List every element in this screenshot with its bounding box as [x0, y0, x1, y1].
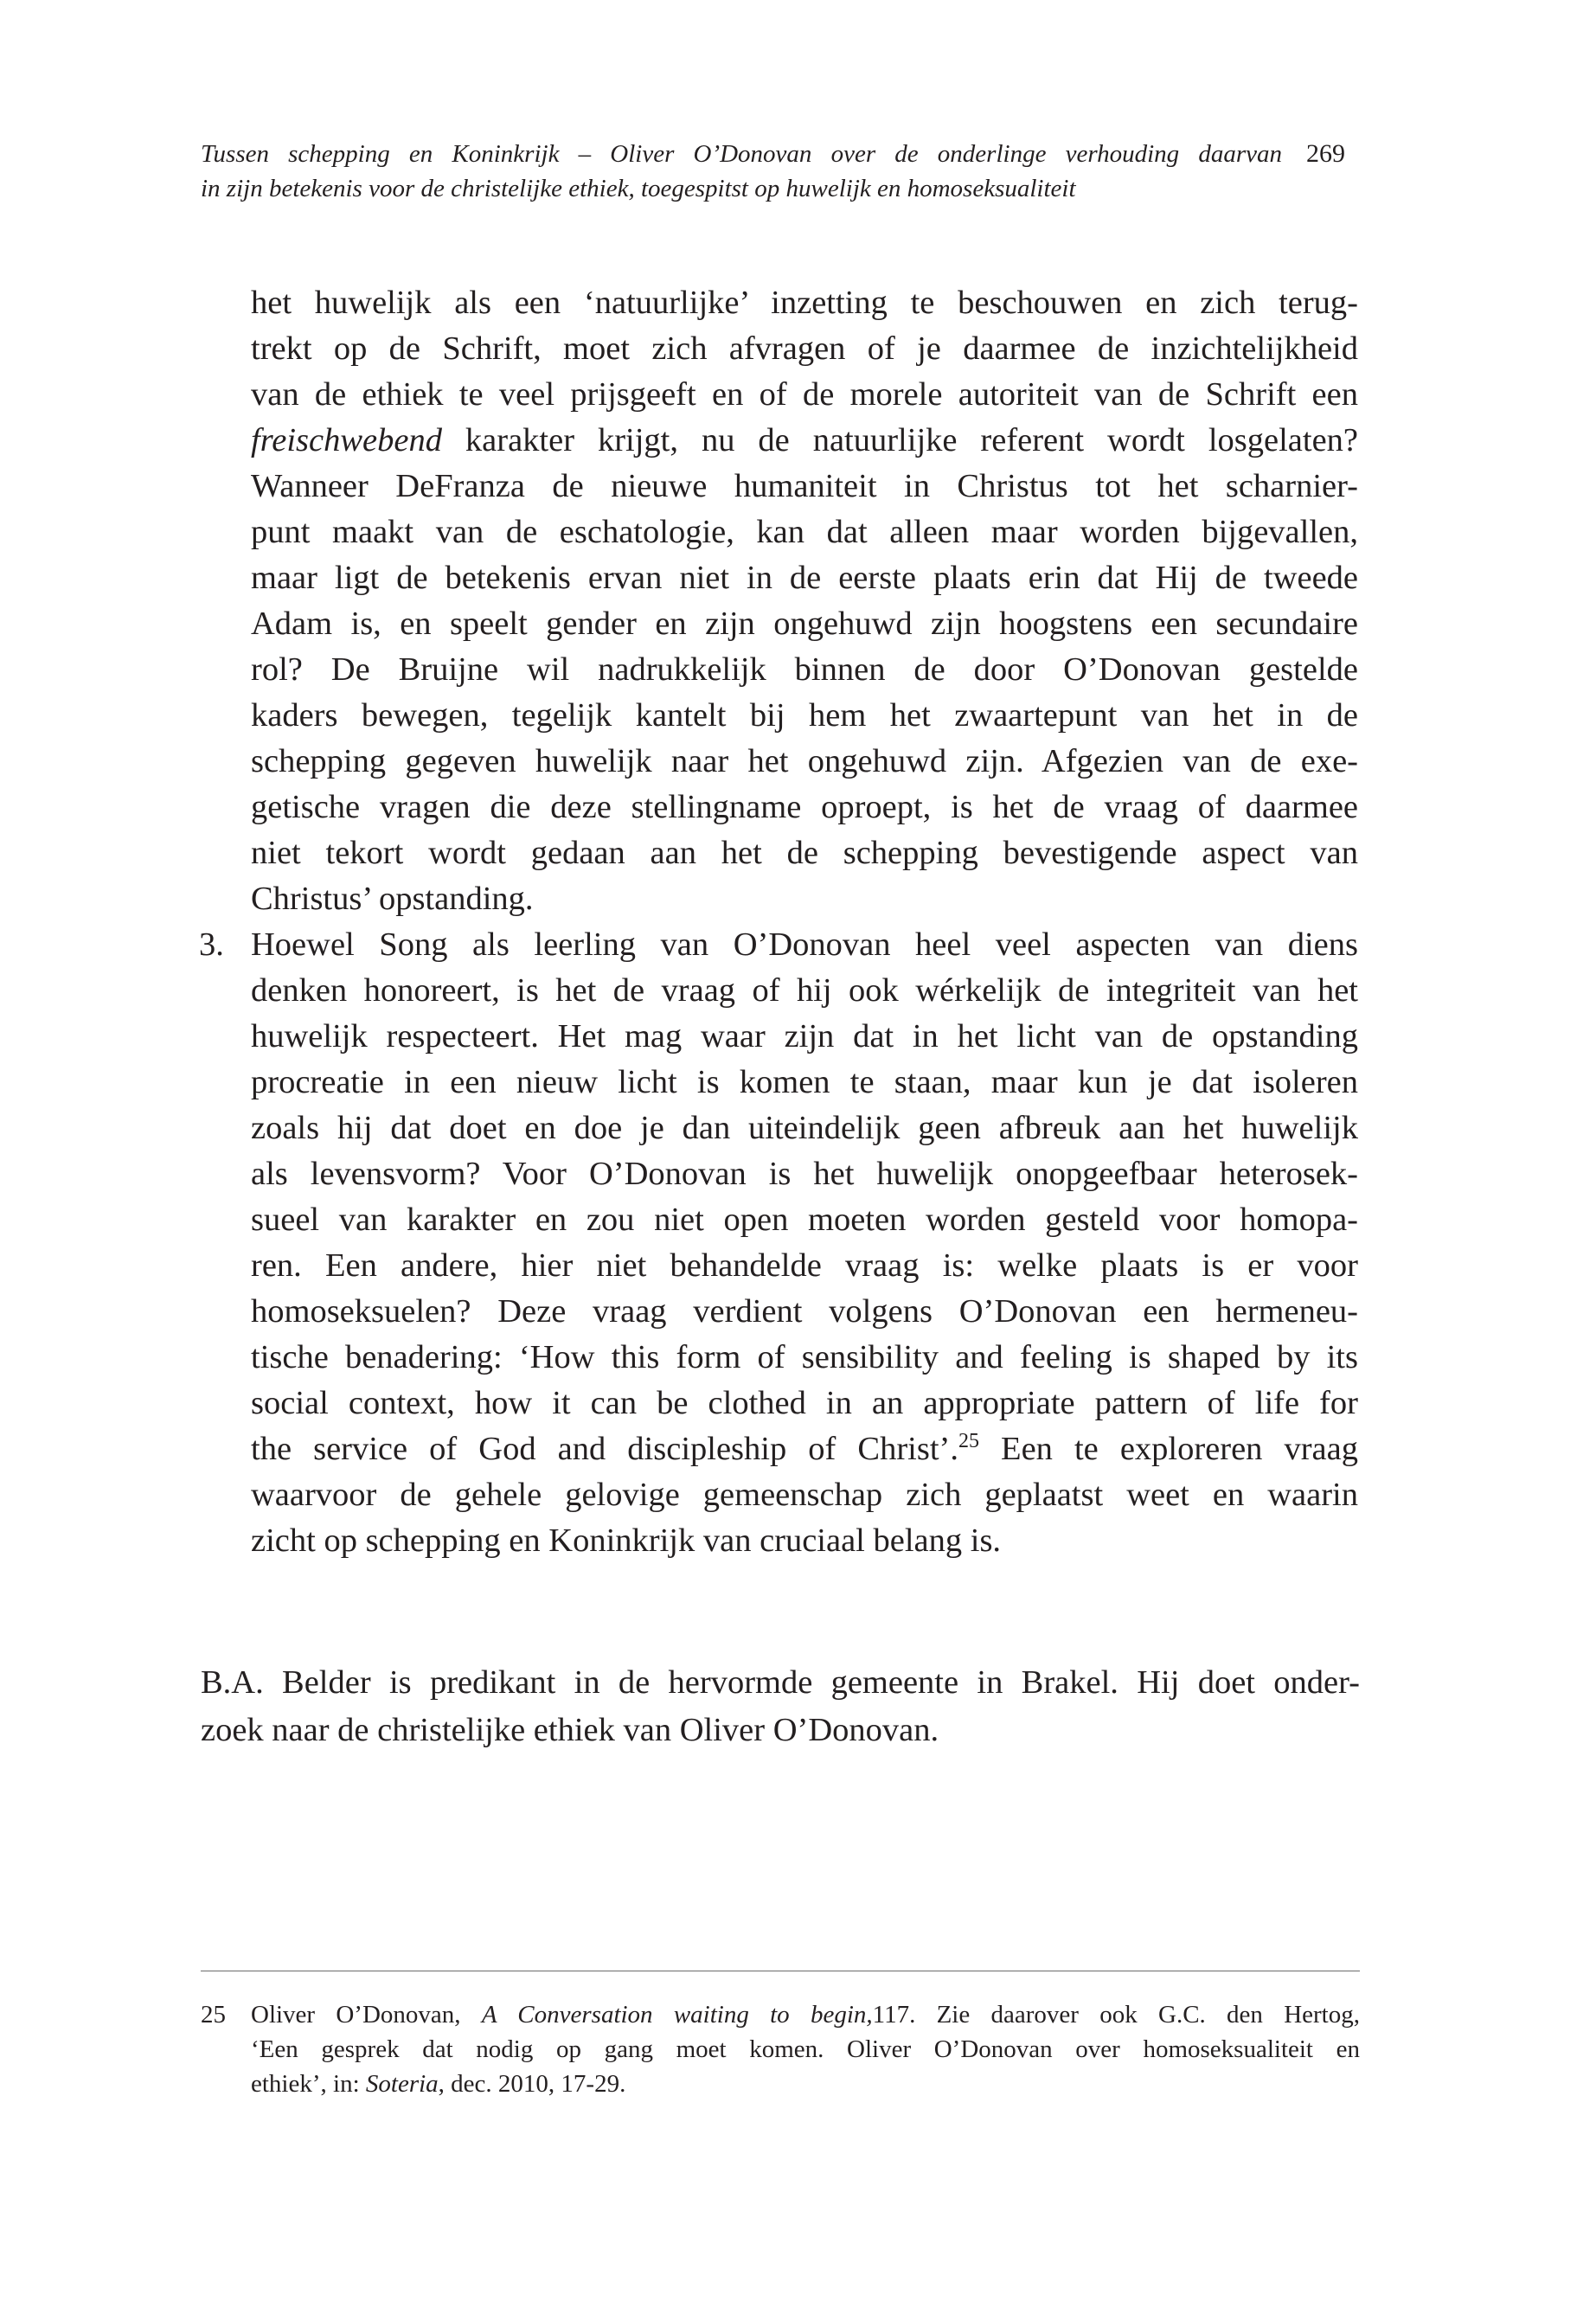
body-line: zicht op schepping en Koninkrijk van cruciaal belang is.	[251, 1522, 1002, 1559]
body-line	[251, 418, 1358, 464]
body-line: niet tekort wordt gedaan aan het de schepping bevestigende aspect van	[251, 835, 1358, 871]
author-bio	[201, 1659, 1360, 1754]
body-line	[251, 1426, 1358, 1472]
list-item-number: 3.	[199, 926, 224, 963]
body-line: rol? De Bruijne wil nadrukkelijk binnen de door O’Donovan gestelde	[251, 651, 1358, 688]
body-line: trekt op de Schrift, moet zich afvragen of je daarmee de inzichtelijkheid	[251, 330, 1358, 367]
body-text	[251, 280, 1358, 1564]
body-line: social context, how it can be clothed in an appropriate pattern of life for	[251, 1385, 1358, 1421]
body-line: kaders bewegen, tegelijk kantelt bij hem het zwaartepunt van het in de	[251, 697, 1358, 734]
body-line-rest: karakter krijgt, nu de natuurlijke referent wordt losgelaten?	[441, 422, 1358, 458]
footnote-reference: 25	[958, 1430, 979, 1452]
body-line: maar ligt de betekenis ervan niet in de eerste plaats erin dat Hij de tweede	[251, 560, 1358, 596]
body-line: getische vragen die deze stellingname oproept, is het de vraag of daarmee	[251, 789, 1358, 825]
body-line: Christus’ opstanding.	[251, 881, 534, 917]
footnote-number: 25	[201, 2001, 226, 2029]
body-line: als levensvorm? Voor O’Donovan is het huwelijk onopgeefbaar heterosek-	[251, 1156, 1358, 1192]
footnote-title: A Conversation waiting to begin,	[481, 2001, 873, 2029]
body-line: Adam is, en speelt gender en zijn ongehuwd zijn hoogstens een secundaire	[251, 606, 1358, 642]
bio-line: B.A. Belder is predikant in de hervormde gemeente in Brakel. Hij doet onder-	[201, 1664, 1360, 1701]
body-line: denken honoreert, is het de vraag of hij ook wérkelijk de integriteit van het	[251, 972, 1358, 1009]
page-number: 269	[1306, 139, 1345, 168]
body-line: tische benadering: ‘How this form of sensibility and feeling is shaped by its	[251, 1339, 1358, 1375]
footnote-line	[251, 1997, 1360, 2032]
footnote-author: Oliver O’Donovan,	[251, 2001, 482, 2029]
body-line: Wanneer DeFranza de nieuwe humaniteit in Christus tot het scharnier-	[251, 468, 1358, 504]
footnote-line	[251, 2067, 1360, 2101]
quote-end: the service of God and discipleship of Christ’.	[251, 1431, 958, 1467]
footnote-rest: 117. Zie daarover ook G.C. den Hertog,	[872, 2001, 1360, 2029]
footnote-journal: Soteria	[365, 2070, 439, 2098]
body-line: waarvoor de gehele gelovige gemeenschap zich geplaatst weet en waarin	[251, 1477, 1358, 1513]
body-line-rest: Een te exploreren vraag	[979, 1431, 1358, 1467]
body-line: punt maakt van de eschatologie, kan dat alleen maar worden bijgevallen,	[251, 514, 1358, 550]
body-line: het huwelijk als een ‘natuurlijke’ inzetting te beschouwen en zich terug-	[251, 285, 1358, 321]
footnote-text: , dec. 2010, 17-29.	[438, 2070, 626, 2098]
body-line: Hoewel Song als leerling van O’Donovan heel veel aspecten van diens	[251, 926, 1358, 963]
body-line: procreatie in een nieuw licht is komen te staan, maar kun je dat isoleren	[251, 1064, 1358, 1100]
body-line: huwelijk respecteert. Het mag waar zijn dat in het licht van de opstanding	[251, 1018, 1358, 1054]
body-line: van de ethiek te veel prijsgeeft en of de morele autoriteit van de Schrift een	[251, 376, 1358, 413]
footnote-line: ‘Een gesprek dat nodig op gang moet komen. Oliver O’Donovan over homoseksualiteit en	[251, 2035, 1360, 2063]
running-head-line-2: in zijn betekenis voor de christelijke ethiek, toegespitst op huwelijk en homoseksualiteit	[201, 175, 1076, 202]
italic-term: freischwebend	[251, 422, 442, 458]
body-line: sueel van karakter en zou niet open moeten worden gesteld voor homopa-	[251, 1202, 1358, 1238]
running-head	[201, 137, 1360, 206]
body-line: homoseksuelen? Deze vraag verdient volgens O’Donovan een hermeneu-	[251, 1293, 1358, 1330]
footnote	[251, 1997, 1360, 2101]
body-line: zoals hij dat doet en doe je dan uiteindelijk geen afbreuk aan het huwelijk	[251, 1110, 1358, 1146]
body-line: schepping gegeven huwelijk naar het ongehuwd zijn. Afgezien van de exe-	[251, 743, 1358, 779]
body-line: ren. Een andere, hier niet behandelde vraag is: welke plaats is er voor	[251, 1247, 1358, 1284]
footnote-text: ethiek’, in:	[251, 2070, 366, 2098]
running-head-line-1: Tussen schepping en Koninkrijk – Oliver O’Donovan over de onderlinge verhouding daarvan	[201, 140, 1282, 168]
bio-line: zoek naar de christelijke ethiek van Oliver O’Donovan.	[201, 1712, 939, 1748]
